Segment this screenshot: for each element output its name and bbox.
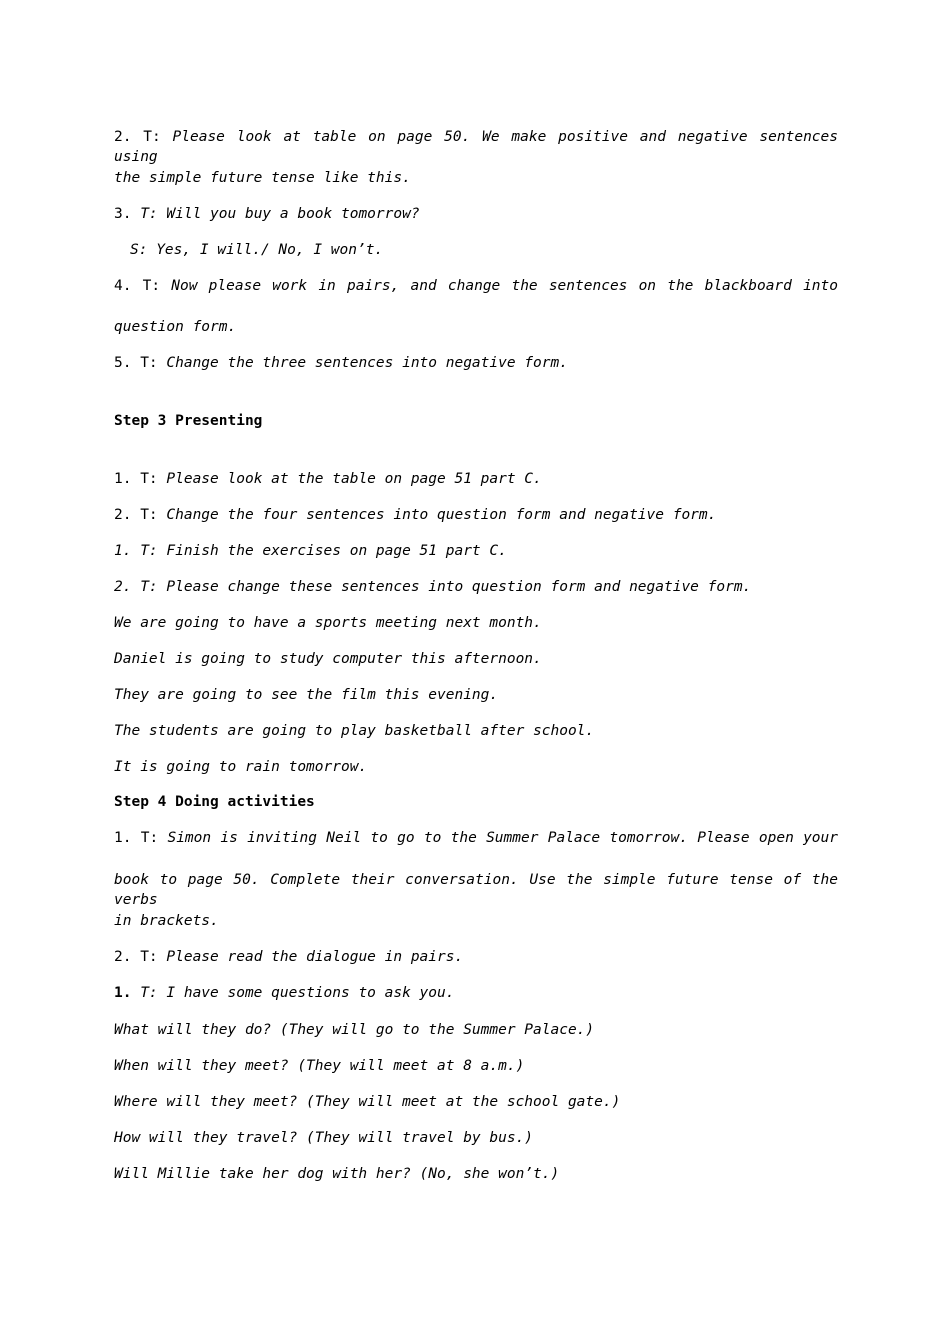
- item-2-text: Please look at table on page 50. We make positive and negative sentences using: [114, 129, 838, 165]
- sentence: It is going to rain tomorrow.: [114, 759, 368, 775]
- sentence: We are going to have a sports meeting next month.: [114, 615, 542, 631]
- item-2-line-2: the simple future tense like this.: [114, 170, 411, 186]
- item-number: 1. T:: [114, 830, 168, 846]
- item-4-text: Now please work in pairs, and change the sentences on the blackboard into: [171, 278, 838, 294]
- step-4-item-2-text: Please read the dialogue in pairs.: [166, 949, 464, 965]
- item-number: 5. T:: [114, 355, 167, 371]
- step-4-item-3: [114, 983, 838, 1003]
- item-number: 4. T:: [114, 278, 172, 294]
- item-3-answer: S: Yes, I will./ No, I won’t.: [130, 242, 384, 258]
- item-number: 3.: [114, 206, 141, 222]
- qa-line: How will they travel? (They will travel by bus.): [114, 1130, 534, 1146]
- item-number: 2.: [114, 579, 132, 595]
- step-3-item-3: [114, 541, 838, 561]
- item-2-line-1: [114, 127, 838, 167]
- item-number: 1.: [114, 543, 132, 559]
- step-3-item-3-text: T: Finish the exercises on page 51 part C.: [131, 543, 507, 559]
- sentence: The students are going to play basketball after school.: [114, 723, 595, 739]
- item-4-line-1: [114, 276, 838, 296]
- item-5: [114, 353, 838, 373]
- qa-line: When will they meet? (They will meet at 8 a.m.): [114, 1058, 525, 1074]
- item-3-question: [114, 204, 838, 224]
- item-5-text: Change the three sentences into negative form.: [166, 355, 568, 371]
- step-3-item-4: [114, 577, 838, 597]
- step-3-item-1: [114, 469, 838, 489]
- step-3-item-4-text: T: Please change these sentences into question form and negative form.: [131, 579, 752, 595]
- item-number: 2. T:: [114, 507, 167, 523]
- step-4-item-1-line-3: in brackets.: [114, 913, 219, 929]
- item-number: 1.: [114, 985, 132, 1001]
- qa-line: What will they do? (They will go to the Summer Palace.): [114, 1022, 595, 1038]
- item-number: 2. T:: [114, 949, 167, 965]
- qa-line: Will Millie take her dog with her? (No, she won’t.): [114, 1166, 560, 1182]
- qa-line: Where will they meet? (They will meet at the school gate.): [114, 1094, 621, 1110]
- item-4-line-2: question form.: [114, 319, 237, 335]
- sentence: Daniel is going to study computer this afternoon.: [114, 651, 542, 667]
- step-3-item-2-text: Change the four sentences into question form and negative form.: [166, 507, 717, 523]
- item-number: 2. T:: [114, 129, 173, 145]
- step-4-item-3-text: T: I have some questions to ask you.: [131, 985, 455, 1001]
- step-4-heading: Step 4 Doing activities: [114, 794, 315, 810]
- step-3-item-1-text: Please look at the table on page 51 part C.: [166, 471, 542, 487]
- sentence: They are going to see the film this evening.: [114, 687, 499, 703]
- step-4-item-1-line-1: [114, 828, 838, 848]
- step-4-item-1-line-2: book to page 50. Complete their conversation. Use the simple future tense of the verbs: [114, 872, 838, 908]
- step-4-item-2: [114, 947, 838, 967]
- item-number: 1. T:: [114, 471, 167, 487]
- step-3-item-2: [114, 505, 838, 525]
- step-4-item-1-text: Simon is inviting Neil to go to the Summer Palace tomorrow. Please open your: [167, 830, 838, 846]
- step-3-heading: Step 3 Presenting: [114, 413, 263, 429]
- item-3-question-text: T: Will you buy a book tomorrow?: [140, 206, 420, 222]
